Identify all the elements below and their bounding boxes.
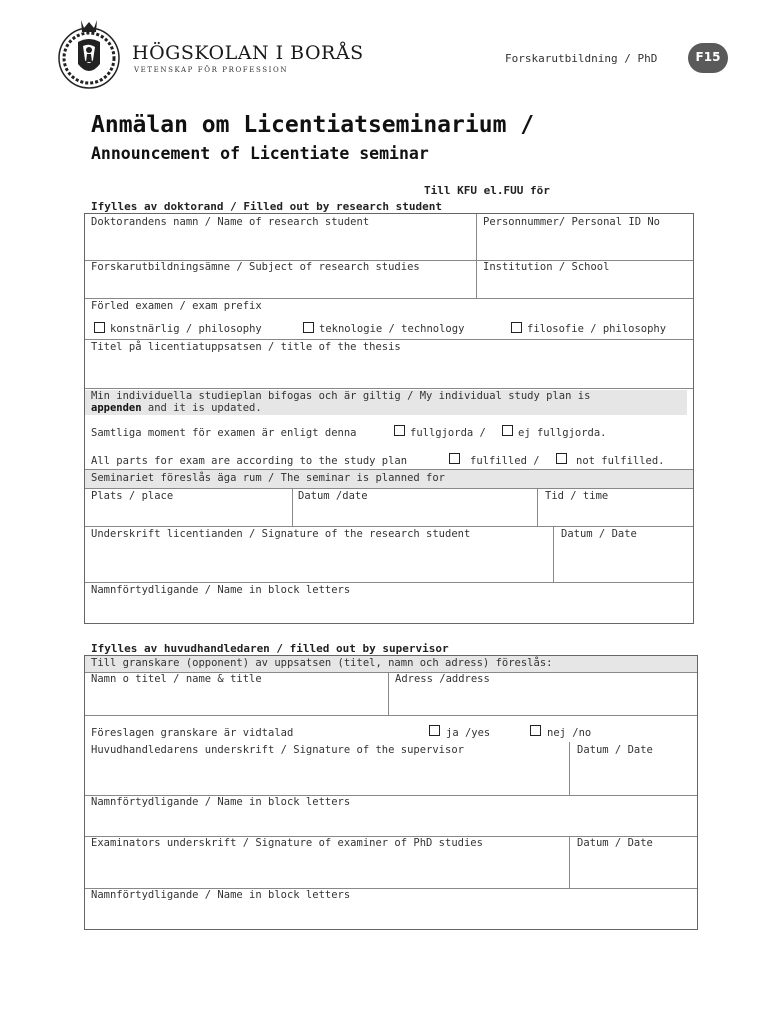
opponent-proposal-label: Till granskare (opponent) av uppsatsen (titel, namn och adress) föreslås: xyxy=(91,657,553,669)
yes-label: ja /yes xyxy=(446,727,491,739)
seminar-date-label: Datum /date xyxy=(298,490,368,502)
seminar-time-label: Tid / time xyxy=(545,490,609,502)
supervisor-block-letters-label: Namnförtydligande / Name in block letters xyxy=(91,796,351,808)
crest-icon xyxy=(58,16,122,92)
supervisor-date-label: Datum / Date xyxy=(577,744,653,756)
not-fulfilled-label: not fulfilled. xyxy=(576,455,665,467)
study-plan-rest: and it is updated. xyxy=(141,402,262,414)
exam-prefix-label: Förled examen / exam prefix xyxy=(91,300,262,312)
fulfilled-label: fulfilled / xyxy=(470,455,540,467)
study-plan-text: Min individuella studieplan bifogas och är giltig / My individual study plan is xyxy=(91,390,591,402)
institution-label: Institution / School xyxy=(483,261,610,273)
university-logo xyxy=(58,16,364,92)
ej-fullgjorda-label: ej fullgjorda. xyxy=(518,427,607,439)
contacted-yes-checkbox[interactable] xyxy=(429,725,440,736)
supervisor-section-heading: Ifylles av huvudhandledaren / filled out by supervisor xyxy=(91,642,449,655)
study-plan-text-2 xyxy=(91,402,262,415)
moments-english-label: All parts for exam are according to the study plan xyxy=(91,455,408,467)
prefix-technology-checkbox[interactable] xyxy=(303,322,314,333)
examiner-block-letters-label: Namnförtydligande / Name in block letters xyxy=(91,889,351,901)
moments-swedish-label: Samtliga moment för examen är enligt denna xyxy=(91,427,357,439)
student-name-label: Doktorandens namn / Name of research student xyxy=(91,216,370,228)
prefix-option-label: konstnärlig / philosophy xyxy=(110,323,262,335)
prefix-filosofie-checkbox[interactable] xyxy=(511,322,522,333)
subject-label: Forskarutbildningsämne / Subject of research studies xyxy=(91,261,420,273)
student-signature-date-label: Datum / Date xyxy=(561,528,637,540)
form-title-swedish: Anmälan om Licentiatseminarium / xyxy=(91,112,535,138)
personal-id-label: Personnummer/ Personal ID No xyxy=(483,216,661,228)
no-label: nej /no xyxy=(547,727,592,739)
not-fulfilled-checkbox[interactable] xyxy=(556,453,567,464)
student-section-heading: Ifylles av doktorand / Filled out by research student xyxy=(91,200,442,213)
fullgjorda-checkbox[interactable] xyxy=(394,425,405,436)
name-title-label: Namn o titel / name & title xyxy=(91,673,262,685)
student-section-table xyxy=(84,213,694,624)
contacted-no-checkbox[interactable] xyxy=(530,725,541,736)
examiner-signature-label: Examinators underskrift / Signature of examiner of PhD studies xyxy=(91,837,483,849)
fulfilled-checkbox[interactable] xyxy=(449,453,460,464)
supervisor-signature-label: Huvudhandledarens underskrift / Signature of the supervisor xyxy=(91,744,464,756)
student-block-letters-label: Namnförtydligande / Name in block letters xyxy=(91,584,351,596)
recipient-line: Till KFU el.FUU för xyxy=(424,184,550,197)
form-category: Forskarutbildning / PhD xyxy=(505,52,658,65)
opponent-contacted-label: Föreslagen granskare är vidtalad xyxy=(91,727,294,739)
ej-fullgjorda-checkbox[interactable] xyxy=(502,425,513,436)
prefix-option-label: teknologie / technology xyxy=(319,323,465,335)
seminar-planned-label: Seminariet föreslås äga rum / The seminar is planned for xyxy=(91,472,446,484)
study-plan-bold: appenden xyxy=(91,402,142,414)
prefix-philosophy-checkbox[interactable] xyxy=(94,322,105,333)
form-title-english: Announcement of Licentiate seminar xyxy=(91,144,429,163)
place-label: Plats / place xyxy=(91,490,174,502)
fullgjorda-label: fullgjorda / xyxy=(410,427,486,439)
student-signature-label: Underskrift licentianden / Signature of the research student xyxy=(91,528,471,540)
address-label: Adress /address xyxy=(395,673,490,685)
logo-tagline: VETENSKAP FÖR PROFESSION xyxy=(134,66,289,74)
examiner-date-label: Datum / Date xyxy=(577,837,653,849)
prefix-option-label: filosofie / philosophy xyxy=(527,323,667,335)
form-code-badge: F15 xyxy=(688,43,728,73)
thesis-title-label: Titel på licentiatuppsatsen / title of the thesis xyxy=(91,341,401,353)
logo-name: HÖGSKOLAN I BORÅS xyxy=(132,42,364,64)
